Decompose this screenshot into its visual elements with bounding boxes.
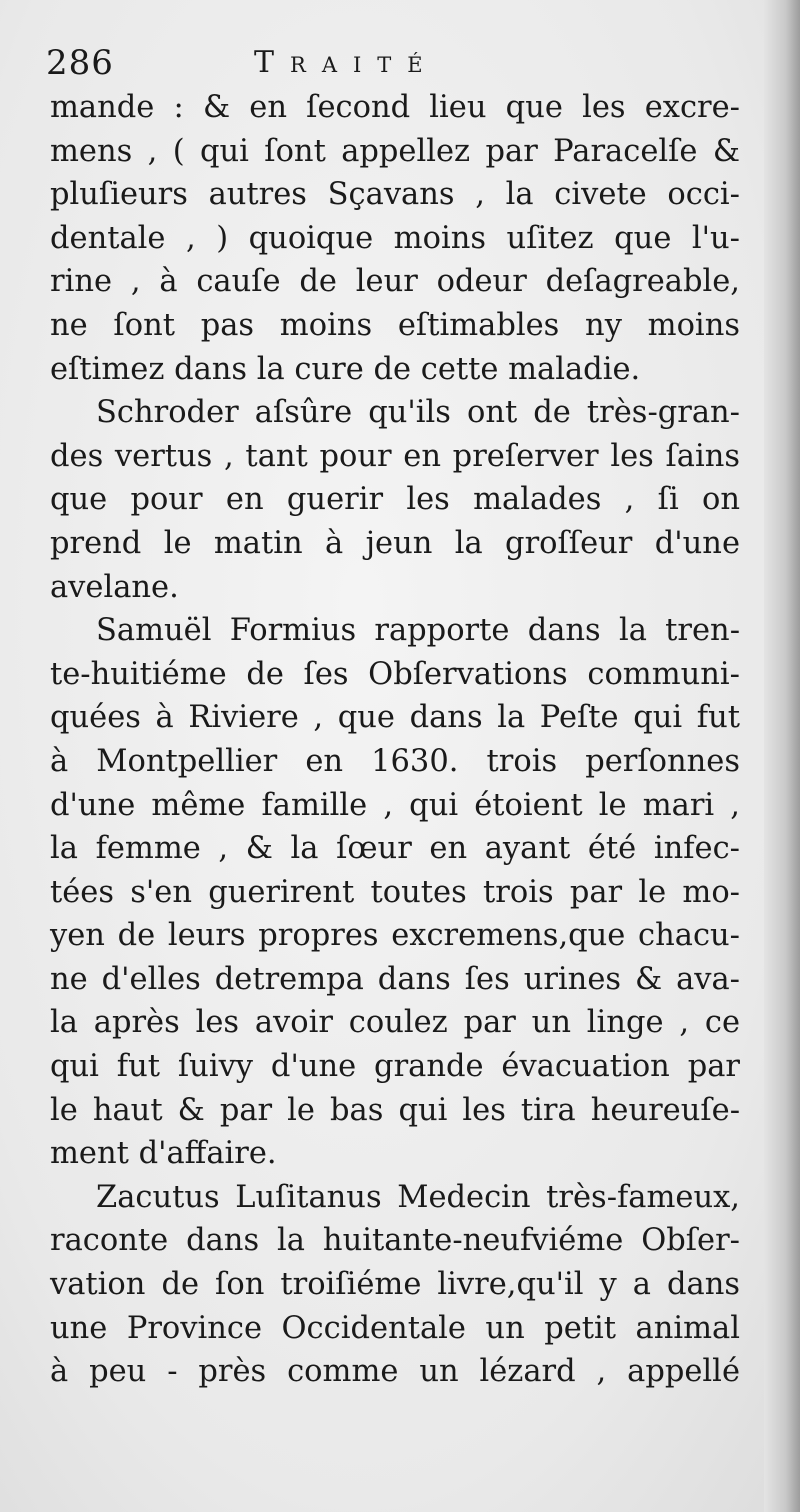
text-line: ne d'elles detrempa dans ſes urines & ava- <box>50 961 740 997</box>
body-text <box>50 86 740 1394</box>
text-line: raconte dans la huitante-neufviéme Obſer- <box>50 1223 740 1259</box>
running-head: Traité <box>254 45 439 80</box>
page-header <box>46 38 746 88</box>
text-line: mens , ( qui ſont appellez par Paracelſe & <box>50 133 740 169</box>
text-line: avelane. <box>50 569 179 605</box>
text-line: Zacutus Luſitanus Medecin très-fameux, <box>96 1179 740 1215</box>
text-line: la femme , & la ſœur en ayant été infec- <box>50 831 740 867</box>
text-line: ment d'affaire. <box>50 1136 277 1172</box>
text-line: eſtimez dans la cure de cette maladie. <box>50 351 641 387</box>
text-line: des vertus , tant pour en preſerver les ſains <box>50 438 740 474</box>
text-line: la après les avoir coulez par un linge , ce <box>50 1005 740 1041</box>
text-line: à peu - près comme un lézard , appellé <box>50 1354 740 1390</box>
text-line: qui fut ſuivy d'une grande évacuation par <box>50 1049 740 1085</box>
page-edge-shadow <box>764 0 800 1512</box>
text-line: que pour en guerir les malades , ſi on <box>50 482 740 518</box>
text-line: Samuël Formius rapporte dans la tren- <box>96 613 740 649</box>
text-line: vation de ſon troiſiéme livre,qu'il y a dans <box>50 1267 740 1303</box>
text-line: rine , à cauſe de leur odeur deſagreable, <box>50 264 740 300</box>
text-line: ne ſont pas moins eſtimables ny moins <box>50 307 740 343</box>
text-line: mande : & en ſecond lieu que les excre- <box>50 90 740 125</box>
text-line: prend le matin à jeun la groſſeur d'une <box>50 525 740 561</box>
text-line: pluſieurs autres Sçavans , la civete occi- <box>50 177 740 213</box>
text-line: d'une même famille , qui étoient le mari , <box>50 787 740 823</box>
text-line: à Montpellier en 1630. trois perſonnes <box>50 743 740 779</box>
text-line: yen de leurs propres excremens,que chacu- <box>50 918 740 954</box>
text-line: une Province Occidentale un petit animal <box>50 1310 740 1346</box>
text-line: Schroder aſsûre qu'ils ont de très-gran- <box>96 395 740 431</box>
text-line: tées s'en guerirent toutes trois par le mo- <box>50 874 740 910</box>
text-line: le haut & par le bas qui les tira heureuſe- <box>50 1092 740 1128</box>
text-line: dentale , ) quoique moins uſitez que l'u- <box>50 220 740 256</box>
text-line: te-huitiéme de ſes Obſervations communi- <box>50 656 740 692</box>
page-number: 286 <box>46 43 114 83</box>
text-line: quées à Riviere , que dans la Peſte qui fut <box>50 700 740 736</box>
